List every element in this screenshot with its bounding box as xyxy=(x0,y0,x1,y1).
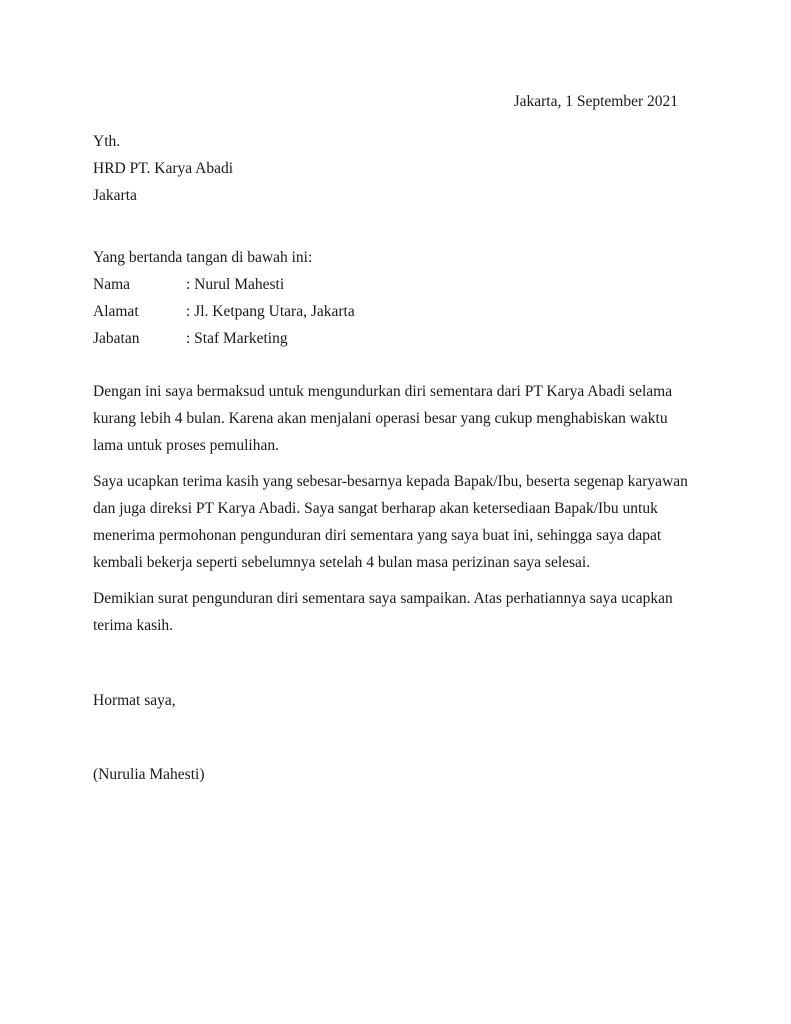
field-label: Nama xyxy=(93,276,131,293)
paragraph-line: kurang lebih 4 bulan. Karena akan menjalani operasi besar yang cukup menghabiskan waktu xyxy=(93,410,668,427)
paragraph-line: Dengan ini saya bermaksud untuk mengundurkan diri sementara dari PT Karya Abadi selama xyxy=(93,383,673,400)
closing-salutation: Hormat saya, xyxy=(93,692,176,709)
paragraph-line: Saya ucapkan terima kasih yang sebesar-besarnya kepada Bapak/Ibu, beserta segenap karyawan xyxy=(93,473,688,490)
field-label: Jabatan xyxy=(93,330,140,347)
paragraph-line: menerima permohonan pengunduran diri sementara yang saya buat ini, sehingga saya dapat xyxy=(93,527,662,544)
paragraph-line: Demikian surat pengunduran diri sementara saya sampaikan. Atas perhatiannya saya ucapkan xyxy=(93,590,673,607)
field-value: : Nurul Mahesti xyxy=(186,276,285,293)
paragraph-line: kembali bekerja seperti sebelumnya setelah 4 bulan masa perizinan saya selesai. xyxy=(93,554,591,571)
paragraph-line: lama untuk proses pemulihan. xyxy=(93,437,279,454)
signature-name: (Nurulia Mahesti) xyxy=(93,766,205,783)
field-value: : Jl. Ketpang Utara, Jakarta xyxy=(186,303,355,320)
recipient-salutation: Yth. xyxy=(93,133,121,150)
recipient-company: HRD PT. Karya Abadi xyxy=(93,160,234,177)
recipient-city: Jakarta xyxy=(93,187,137,204)
field-value: : Staf Marketing xyxy=(186,330,288,347)
letter-date: Jakarta, 1 September 2021 xyxy=(513,93,678,110)
intro-line: Yang bertanda tangan di bawah ini: xyxy=(93,249,313,266)
paragraph-line: terima kasih. xyxy=(93,617,174,634)
paragraph-line: dan juga direksi PT Karya Abadi. Saya sangat berharap akan ketersediaan Bapak/Ibu untuk xyxy=(93,500,658,517)
field-label: Alamat xyxy=(93,303,139,320)
